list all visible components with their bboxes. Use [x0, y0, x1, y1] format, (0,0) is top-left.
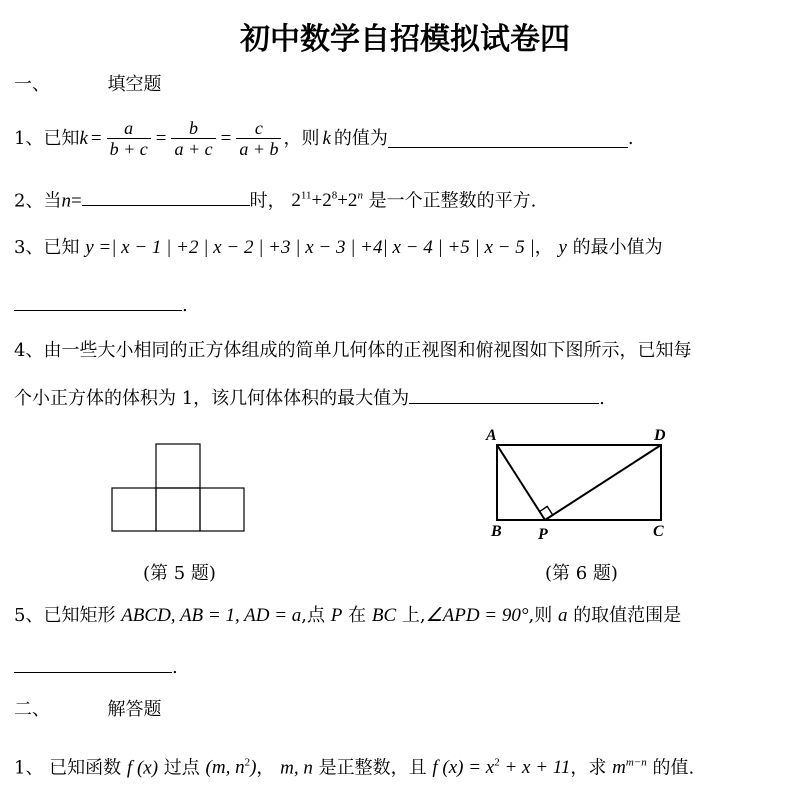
q1-suffix: 的值为	[333, 127, 388, 149]
q3-expression: y =| x − 1 | +2 | x − 2 | +3 | x − 3 | +4| x − 4 | +5 | x − 5 |	[85, 237, 535, 258]
question-3-answer: .	[14, 292, 188, 319]
figure-6-rectangle	[482, 424, 682, 546]
q1-frac-3: $\frac{c}{a + b}$	[236, 118, 281, 159]
section-1-label: 填空题	[107, 74, 162, 95]
fig6-label-c: C	[653, 523, 664, 540]
fig6-label-a: A	[486, 427, 497, 444]
q1-mid: ，则	[283, 127, 320, 149]
q3-answer-blank[interactable]	[14, 292, 182, 311]
q1-frac-1: $\frac{a}{b + c}$	[107, 118, 151, 159]
question-5-answer: .	[14, 654, 178, 681]
fig5-bottom-middle-square	[156, 488, 200, 531]
figure-6-caption: (第 6 题)	[545, 563, 618, 584]
page-title: 初中数学自招模拟试卷四	[240, 22, 570, 57]
figure-5-view	[108, 440, 248, 535]
fig5-bottom-left-square	[112, 488, 156, 531]
question-4-line-2: 个小正方体的体积为 1，该几何体体积的最大值为 .	[14, 385, 605, 412]
fig6-label-b: B	[491, 523, 502, 540]
question-4-line-1: 4、由一些大小相同的正方体组成的简单几何体的正视图和俯视图如下图所示，已知每	[14, 340, 692, 361]
section-2-label: 解答题	[107, 699, 162, 720]
q4-answer-blank[interactable]	[409, 385, 599, 404]
q2-suffix: 是一个正整数的平方.	[368, 190, 537, 212]
section-1-heading	[14, 72, 161, 98]
question-1: 1、已知 k = $\frac{a}{b + c}$ = $\frac{b}{a + c}$ = $\frac{c}{a + b}$ ，则 k 的值为 .	[14, 118, 634, 159]
q1-prefix: 1、已知	[14, 127, 80, 149]
fig6-segment-ap	[497, 445, 545, 520]
q1-frac-2: $\frac{b}{a + c}$	[171, 118, 215, 159]
q2-answer-blank[interactable]	[82, 187, 250, 206]
q1-eq: =	[90, 127, 102, 149]
fig5-top-square	[156, 444, 200, 488]
question-solve-1: 1、 已知函数 f (x) 过点 (m, $n^2$)， m, n 是正整数，且 f $(x) = x^2 + x + 11$，求 $m^{m-n}$ 的值.	[14, 757, 695, 779]
section-1-number: 一、	[14, 74, 50, 95]
question-2: 2、当n= 时， $2^{11}+2^8+2^n$ 是一个正整数的平方.	[14, 183, 536, 214]
section-2-number: 二、	[14, 699, 50, 720]
q1-answer-blank[interactable]	[388, 129, 628, 148]
fig6-label-p: P	[538, 526, 548, 543]
q2-expression: $2^{11}+2^8+2^n$	[291, 190, 363, 212]
figure-5-caption: (第 5 题)	[143, 563, 216, 584]
q2-prefix: 2、当	[14, 190, 62, 212]
fig5-bottom-right-square	[200, 488, 244, 531]
q1-var: k	[79, 127, 88, 149]
fig6-segment-dp	[545, 445, 661, 520]
q5-answer-blank[interactable]	[14, 654, 172, 673]
section-2-heading	[14, 697, 161, 723]
question-3: 3、已知 y =| x − 1 | +2 | x − 2 | +3 | x − 3 | +4| x − 4 | +5 | x − 5 |， y 的最小值为	[14, 237, 663, 258]
question-5: 5、已知矩形 ABCD, AB = 1, AD = a,点 P 在 BC 上,∠APD = 90°,则 a 的取值范围是	[14, 605, 682, 626]
fig6-label-d: D	[654, 427, 666, 444]
